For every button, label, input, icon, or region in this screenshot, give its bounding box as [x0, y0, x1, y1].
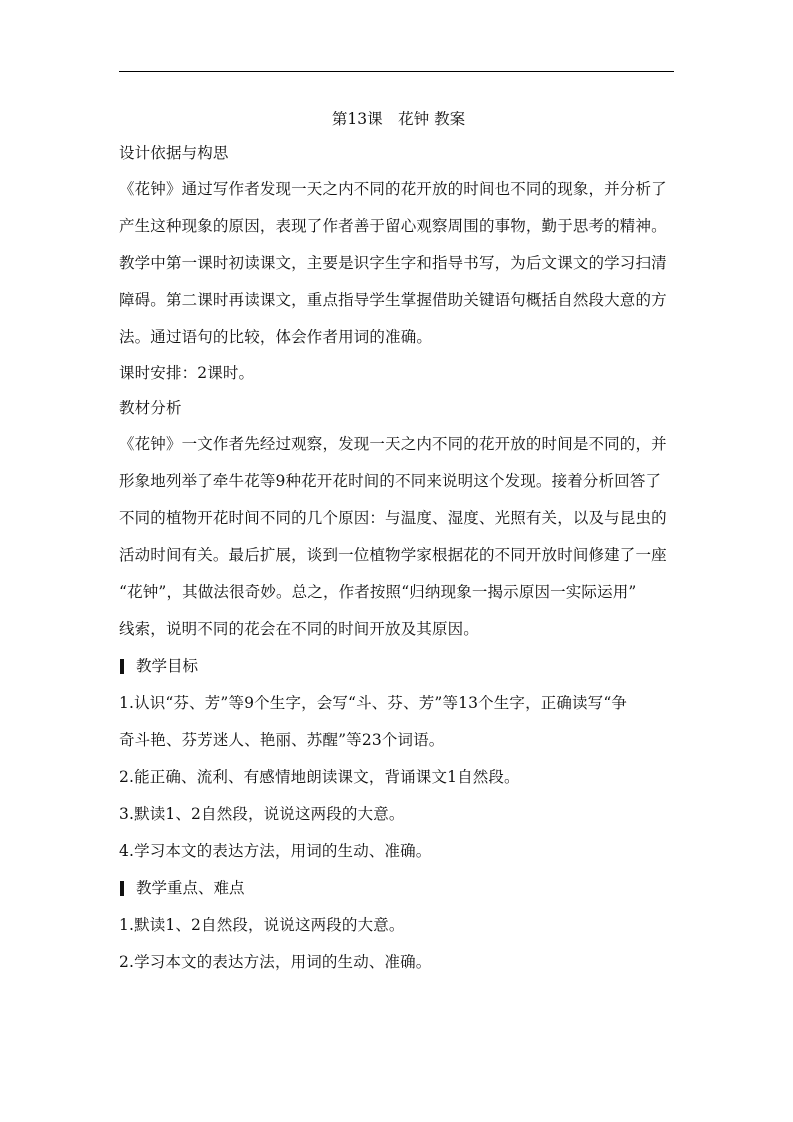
material-analysis-line-2: 形象地列举了牵牛花等9种花开花时间的不同来说明这个发现。接着分析回答了 — [119, 472, 662, 490]
objectives-heading-label: 教学目标 — [136, 657, 199, 675]
objective-line-3: 2.能正确、流利、有感情地朗读课文，背诵课文1自然段。 — [119, 768, 520, 786]
key-point-line-1: 1.默读1、2自然段，说说这两段的大意。 — [119, 916, 405, 934]
material-analysis-line-5: “花钟”，其做法很奇妙。总之，作者按照“归纳现象一揭示原因一实际运用” — [119, 583, 637, 601]
design-basis-line-5: 法。通过语句的比较，体会作者用词的准确。 — [119, 328, 433, 346]
schedule-text: 课时安排：2课时。 — [119, 364, 255, 382]
design-basis-line-3: 教学中第一课时初读课文，主要是识字生字和指导书写，为后文课文的学习扫清 — [119, 254, 667, 272]
page-title: 第13课 花钟 教案 — [331, 110, 466, 128]
design-basis-line-2: 产生这种现象的原因，表现了作者善于留心观察周围的事物，勤于思考的精神。 — [119, 217, 667, 235]
material-analysis-line-1: 《花钟》一文作者先经过观察，发现一天之内不同的花开放的时间是不同的，并 — [119, 435, 667, 453]
section-marker-bar — [120, 659, 124, 674]
objective-line-1: 1.认识“芬、芳”等9个生字，会写“斗、芬、芳”等13个生字，正确读写“争 — [119, 694, 628, 712]
material-analysis-line-4: 活动时间有关。最后扩展，谈到一位植物学家根据花的不同开放时间修建了一座 — [119, 546, 667, 564]
objective-line-2: 奇斗艳、芬芳迷人、艳丽、苏醒”等23个词语。 — [119, 731, 445, 749]
objective-line-5: 4.学习本文的表达方法，用词的生动、准确。 — [119, 842, 432, 860]
material-analysis-heading: 教材分析 — [119, 399, 182, 417]
design-basis-line-1: 《花钟》通过写作者发现一天之内不同的花开放的时间也不同的现象，并分析了 — [119, 180, 667, 198]
objectives-heading — [119, 648, 676, 685]
key-points-heading — [119, 870, 676, 907]
design-basis-heading: 设计依据与构思 — [119, 144, 229, 162]
design-basis-line-4: 障碍。第二课时再读课文，重点指导学生掌握借助关键语句概括自然段大意的方 — [119, 291, 667, 309]
header-rule — [119, 71, 674, 72]
key-points-heading-label: 教学重点、难点 — [136, 879, 245, 897]
section-marker-bar — [120, 881, 124, 896]
objective-line-4: 3.默读1、2自然段，说说这两段的大意。 — [119, 805, 405, 823]
material-analysis-line-3: 不同的植物开花时间不同的几个原因：与温度、湿度、光照有关，以及与昆虫的 — [119, 509, 667, 527]
material-analysis-line-6: 线索，说明不同的花会在不同的时间开放及其原因。 — [119, 620, 479, 638]
document-body — [119, 102, 676, 981]
key-point-line-2: 2.学习本文的表达方法，用词的生动、准确。 — [119, 953, 432, 971]
